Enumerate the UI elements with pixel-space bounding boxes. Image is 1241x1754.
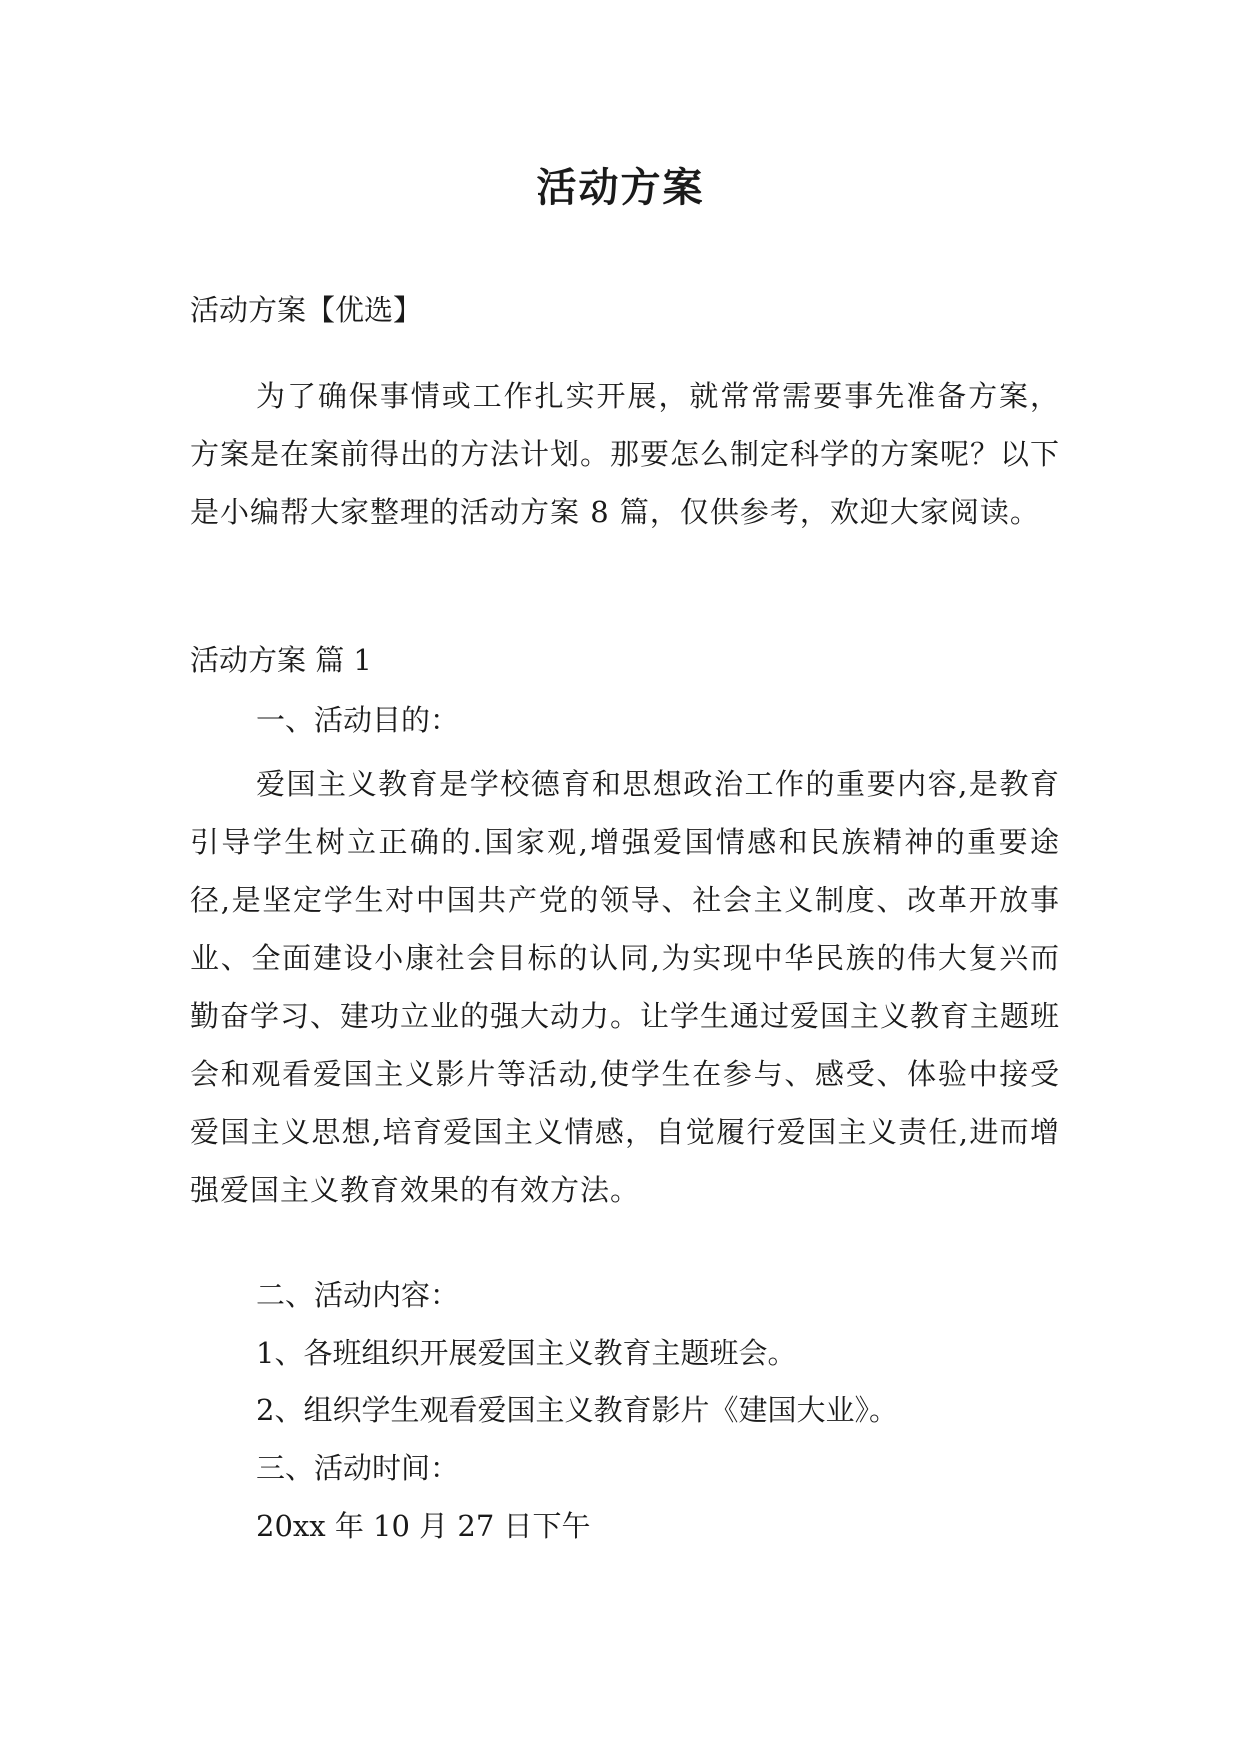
content-item-2: 2、组织学生观看爱国主义教育影片《建国大业》。 [256,1393,898,1427]
content-item-1: 1、各班组织开展爱国主义教育主题班会。 [256,1336,797,1370]
heading-purpose: 一、活动目的： [256,703,460,737]
section-title: 活动方案 篇 1 [190,643,372,677]
purpose-paragraph: 爱国主义教育是学校德育和思想政治工作的重要内容,是教育引导学生树立正确的.国家观,增强爱国情感和民族精神的重要途径,是坚定学生对中国共产党的领导、社会主义制度、改革开放事业、全面建设小康社会目标的认同,为实现中华民族的伟大复兴而勤奋学习、建功立业的强大动力。让学生通过爱国主义教育主题班会和观看爱国主义影片等活动,使学生在参与、感受、体验中接受爱国主义思想,培育爱国主义情感，自觉履行爱国主义责任,进而增强爱国主义教育效果的有效方法。 [190,767,1061,1207]
heading-content: 二、活动内容： [256,1278,460,1312]
intro-paragraph: 为了确保事情或工作扎实开展，就常常需要事先准备方案，方案是在案前得出的方法计划。那要怎么制定科学的方案呢？以下是小编帮大家整理的活动方案 8 篇，仅供参考，欢迎大家阅读。 [190,379,1061,529]
heading-time: 三、活动时间： [256,1451,460,1485]
time-value: 20xx 年 10 月 27 日下午 [256,1509,591,1543]
document-title: 活动方案 [536,165,705,211]
document-subtitle: 活动方案【优选】 [190,293,423,327]
